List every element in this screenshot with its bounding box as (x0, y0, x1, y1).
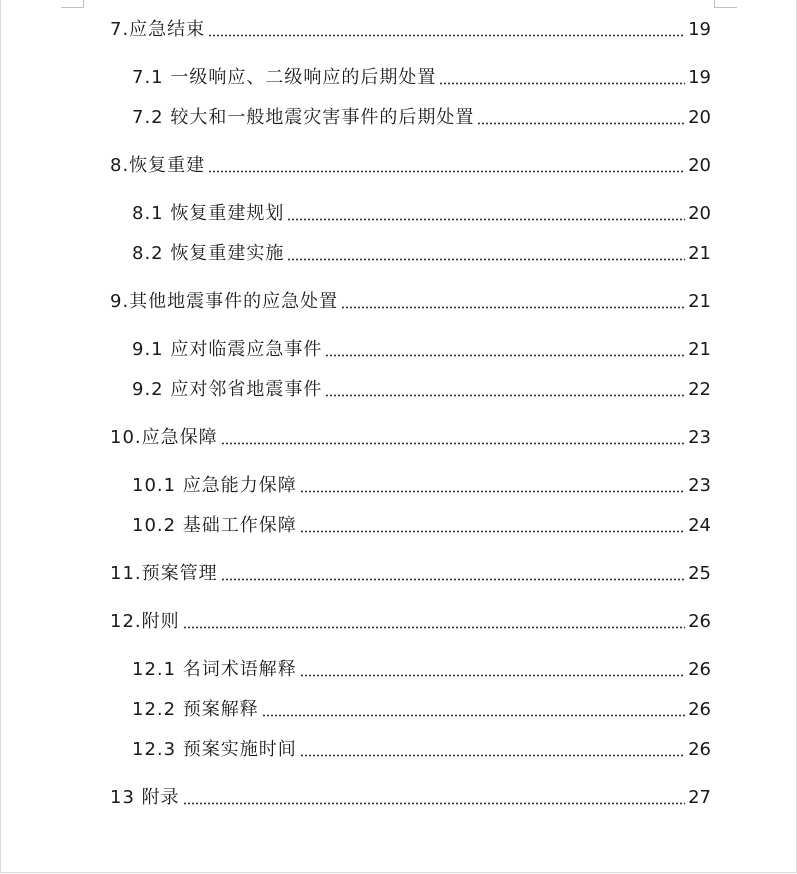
toc-entry-title: 11.预案管理 (110, 563, 218, 584)
toc-dot-leader (208, 34, 685, 37)
toc-entry-title: 8.2 恢复重建实施 (132, 243, 285, 264)
toc-entry-title: 7.1 一级响应、二级响应的后期处置 (132, 67, 437, 88)
toc-entry-title: 12.2 预案解释 (132, 699, 259, 720)
toc-page-number: 26 (688, 611, 711, 632)
toc-dot-leader (300, 490, 685, 493)
toc-entry[interactable] (132, 242, 711, 266)
toc-entry[interactable] (132, 66, 711, 90)
toc-entry[interactable] (132, 698, 711, 722)
toc-entry[interactable] (110, 426, 711, 450)
toc-entry-title: 10.1 应急能力保障 (132, 475, 297, 496)
toc-page-number: 25 (688, 563, 711, 584)
toc-dot-leader (262, 714, 685, 717)
toc-entry[interactable] (110, 610, 711, 634)
toc-dot-leader (439, 82, 685, 85)
toc-page-number: 22 (688, 379, 711, 400)
toc-entry-title: 9.1 应对临震应急事件 (132, 339, 323, 360)
toc-entry-title: 8.恢复重建 (110, 155, 206, 176)
toc-entry[interactable] (132, 658, 711, 682)
toc-dot-leader (477, 122, 685, 125)
toc-entry-title: 9.其他地震事件的应急处置 (110, 291, 339, 312)
toc-entry-title: 9.2 应对邻省地震事件 (132, 379, 323, 400)
toc-dot-leader (183, 802, 685, 805)
toc-entry[interactable] (110, 154, 711, 178)
toc-dot-leader (300, 530, 685, 533)
toc-dot-leader (300, 674, 685, 677)
toc-entry[interactable] (132, 378, 711, 402)
toc-page-number: 26 (688, 659, 711, 680)
toc-page-number: 21 (688, 243, 711, 264)
toc-entry[interactable] (132, 738, 711, 762)
toc-dot-leader (287, 218, 685, 221)
margin-corner-mark-left (61, 0, 84, 8)
toc-entry-title: 8.1 恢复重建规划 (132, 203, 285, 224)
margin-corner-mark-right (714, 0, 737, 8)
toc-entry[interactable] (132, 514, 711, 538)
toc-entry-title: 7.2 较大和一般地震灾害事件的后期处置 (132, 107, 475, 128)
toc-page-number: 20 (688, 155, 711, 176)
toc-page-number: 19 (688, 67, 711, 88)
toc-entry-title: 12.1 名词术语解释 (132, 659, 297, 680)
toc-entry[interactable] (110, 290, 711, 314)
toc-dot-leader (287, 258, 685, 261)
toc-dot-leader (208, 170, 685, 173)
toc-dot-leader (325, 354, 685, 357)
toc-entry[interactable] (110, 18, 711, 42)
toc-page-number: 20 (688, 203, 711, 224)
toc-entry[interactable] (132, 474, 711, 498)
toc-page-number: 23 (688, 475, 711, 496)
toc-page-number: 21 (688, 291, 711, 312)
toc-page-number: 19 (688, 19, 711, 40)
toc-page-number: 20 (688, 107, 711, 128)
toc-entry-title: 7.应急结束 (110, 19, 206, 40)
toc-dot-leader (341, 306, 685, 309)
toc-page-number: 23 (688, 427, 711, 448)
toc-entry[interactable] (132, 106, 711, 130)
toc-dot-leader (183, 626, 685, 629)
toc-page-number: 26 (688, 699, 711, 720)
toc-dot-leader (325, 394, 685, 397)
toc-entry-title: 12.附则 (110, 611, 180, 632)
toc-entry-title: 13 附录 (110, 787, 180, 808)
toc-entry[interactable] (132, 202, 711, 226)
toc-page-number: 26 (688, 739, 711, 760)
toc-entry[interactable] (110, 562, 711, 586)
toc-page-number: 21 (688, 339, 711, 360)
toc-dot-leader (221, 578, 685, 581)
toc-dot-leader (300, 754, 685, 757)
toc-entry[interactable] (110, 786, 711, 810)
toc-page-number: 24 (688, 515, 711, 536)
toc-page-number: 27 (688, 787, 711, 808)
toc-entry-title: 10.应急保障 (110, 427, 218, 448)
toc-entry-title: 10.2 基础工作保障 (132, 515, 297, 536)
toc-dot-leader (221, 442, 685, 445)
toc-entry-title: 12.3 预案实施时间 (132, 739, 297, 760)
toc-entry[interactable] (132, 338, 711, 362)
